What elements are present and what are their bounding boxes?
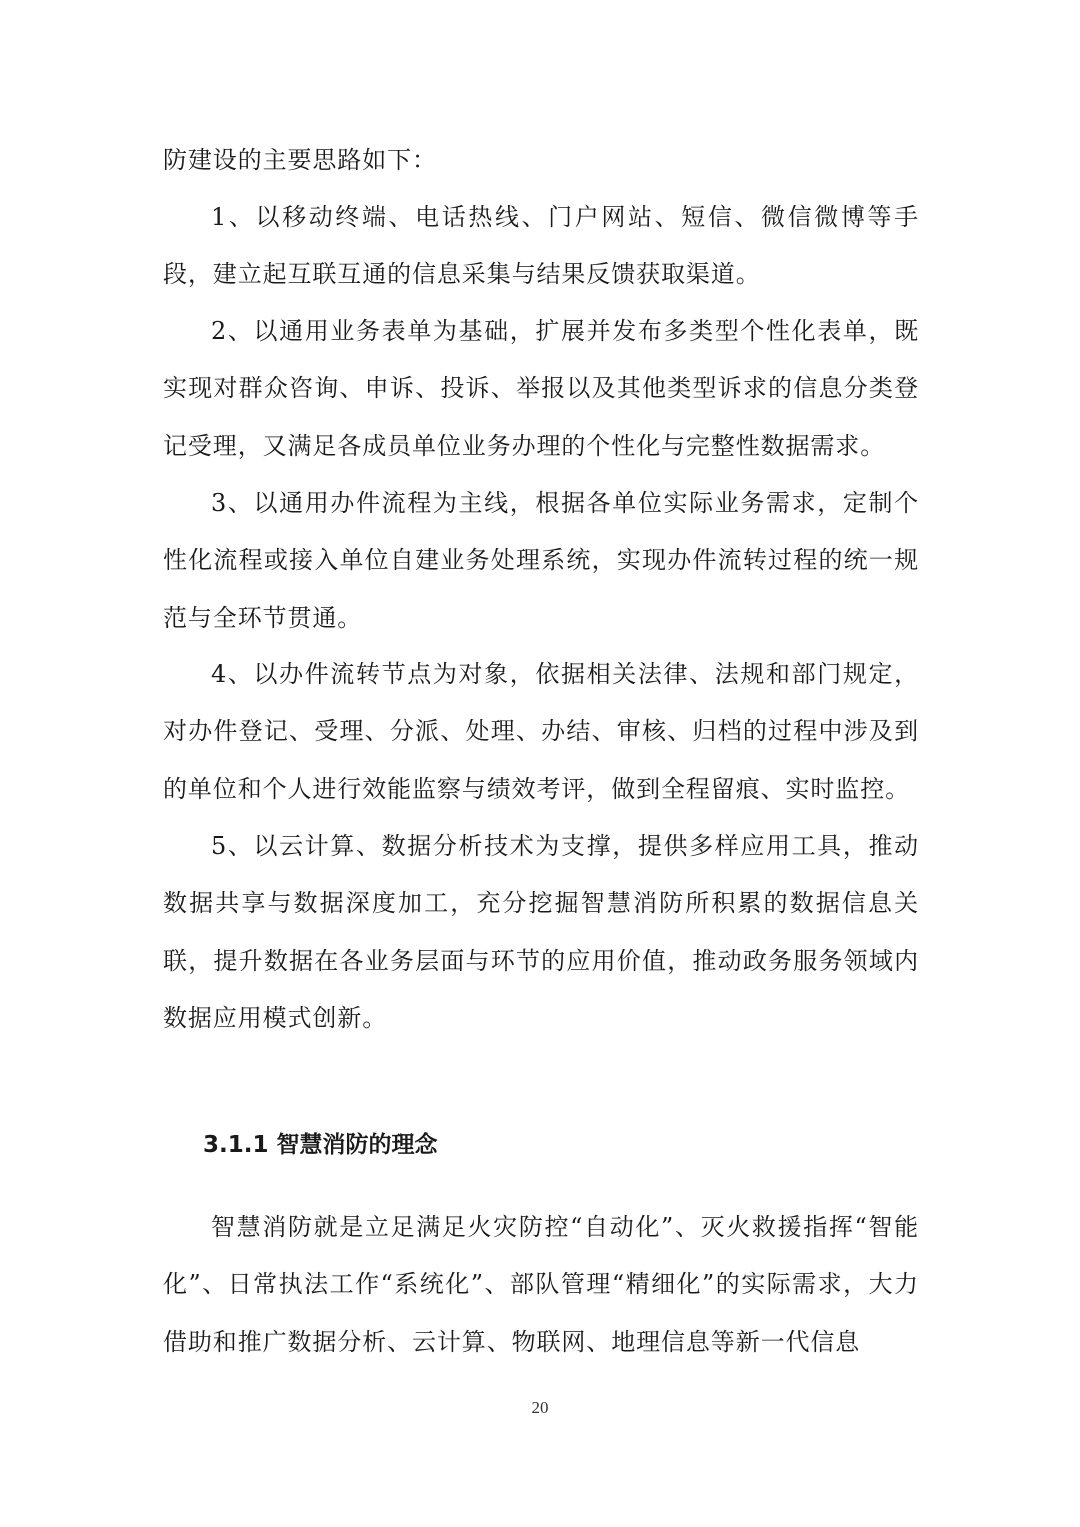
list-item-4: 4、以办件流转节点为对象，依据相关法律、法规和部门规定，对办件登记、受理、分派、处理、办结、审核、归档的过程中涉及到的单位和个人进行效能监察与绩效考评，做到全程留痕、实时监控。 xyxy=(163,660,919,803)
section-heading: 3.1.1 智慧消防的理念 xyxy=(203,1132,438,1158)
page-number: 20 xyxy=(531,1398,549,1417)
intro-line: 防建设的主要思路如下： xyxy=(163,146,437,174)
section-paragraph: 智慧消防就是立足满足火灾防控“自动化”、灭火救援指挥“智能化”、日常执法工作“系统化”、部队管理“精细化”的实际需求，大力借助和推广数据分析、云计算、物联网、地理信息等新一代信息 xyxy=(163,1213,919,1356)
list-item-1: 1、以移动终端、电话热线、门户网站、短信、微信微博等手段，建立起互联互通的信息采集与结果反馈获取渠道。 xyxy=(163,203,919,289)
list-item-3: 3、以通用办件流程为主线，根据各单位实际业务需求，定制个性化流程或接入单位自建业务处理系统，实现办件流转过程的统一规范与全环节贯通。 xyxy=(163,489,919,632)
list-item-2: 2、以通用业务表单为基础，扩展并发布多类型个性化表单，既实现对群众咨询、申诉、投诉、举报以及其他类型诉求的信息分类登记受理，又满足各成员单位业务办理的个性化与完整性数据需求。 xyxy=(163,317,919,460)
list-item-5: 5、以云计算、数据分析技术为支撑，提供多样应用工具，推动数据共享与数据深度加工，充分挖掘智慧消防所积累的数据信息关联，提升数据在各业务层面与环节的应用价值，推动政务服务领域内数据应用模式创新。 xyxy=(163,832,919,1033)
